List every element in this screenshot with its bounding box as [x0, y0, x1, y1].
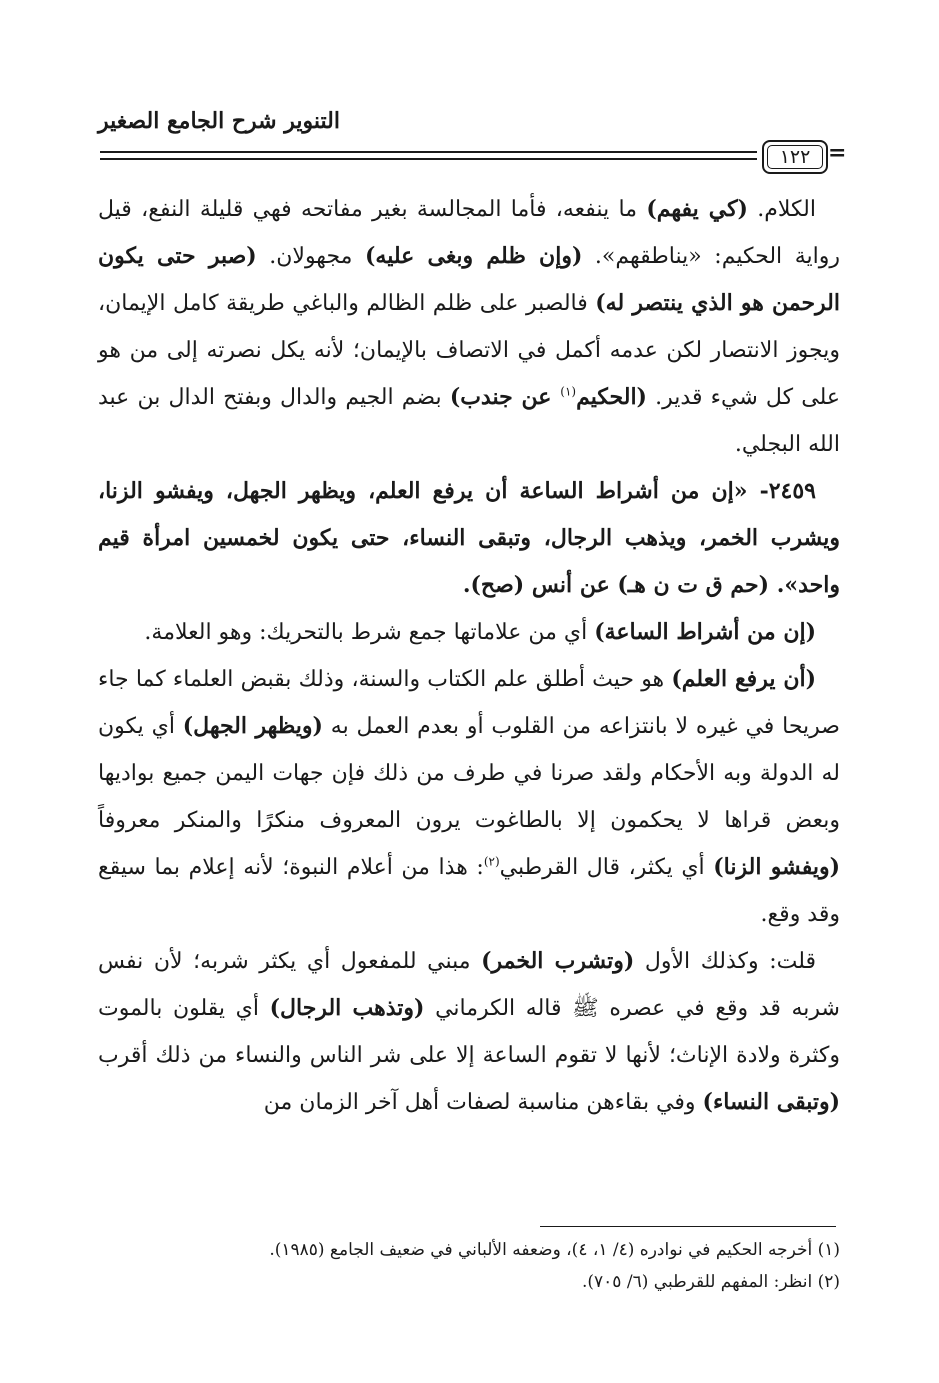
- bold-phrase: (الحكيم: [576, 384, 647, 410]
- text-run: قلت: وكذلك الأول: [634, 949, 817, 974]
- bold-phrase: (وإن ظلم وبغى عليه): [365, 243, 583, 269]
- text-run: : هذا من أعلام النبوة؛ لأنه إعلام بما سيقع وقد وقع.: [98, 855, 840, 927]
- bold-phrase: (صبر حتى يكون الرحمن هو الذي ينتصر له): [98, 243, 840, 316]
- main-text: [98, 186, 840, 1126]
- footnote-ref[interactable]: (٢): [483, 854, 500, 869]
- bold-phrase: ٢٤٥٩- «إن من أشراط الساعة أن يرفع العلم، ويظهر الجهل، ويفشو الزنا، ويشرب الخمر، ويذهب الرجال، وتبقى النساء، حتى يكون لخمسين امرأة قيم واحد». (حم ق ت ن هـ) عن أنس (صح).: [98, 478, 840, 598]
- hadith-text: [98, 468, 840, 609]
- paragraph: [98, 186, 840, 468]
- text-run: مبني للمفعول أي يكثر شربه؛ لأن نفس شربه قد وقع في عصره ﷺ قاله الكرماني: [98, 949, 840, 1021]
- bold-phrase: (كي يفهم): [646, 196, 748, 222]
- text-run: أي يقلون بالموت وكثرة ولادة الإناث؛ لأنها لا تقوم الساعة إلا على شر الناس والنساء من ذلك أقرب: [98, 996, 840, 1068]
- bold-phrase: عن جندب): [449, 384, 561, 410]
- text-run: فالصبر على ظلم الظالم والباغي طريقة كامل الإيمان، ويجوز الانتصار لكن عدمه أكمل في الاتصاف بالإيمان؛ لأنه يكل نصرته إلى من هو على كل شيء قدير.: [98, 291, 840, 410]
- text-run: وفي بقاءهن مناسبة لصفات أهل آخر الزمان من: [263, 1090, 703, 1115]
- bold-phrase: (وتذهب الرجال): [269, 995, 425, 1021]
- bold-phrase: (إن من أشراط الساعة): [594, 619, 816, 645]
- text-run: الكلام.: [747, 197, 816, 222]
- header-rule: [100, 158, 757, 160]
- footnote: (١) أخرجه الحكيم في نوادره (٤/ ١، ٤)، وضعفه الألباني في ضعيف الجامع (١٩٨٥).: [269, 1240, 840, 1260]
- paragraph: [98, 609, 840, 656]
- text-run: هو حيث أطلق علم الكتاب والسنة، وذلك بقبض العلماء كما جاء صريحا في غيره لا بانتزاعه من القلوب أو بعدم العمل به: [98, 667, 840, 739]
- header-edge-mark: =: [828, 140, 847, 166]
- text-run: أي يكثر، قال القرطبي: [499, 855, 714, 880]
- footnotes: [98, 1234, 840, 1298]
- paragraph: [98, 656, 840, 938]
- bold-phrase: (ويفشو الزنا): [713, 854, 840, 880]
- page-number: ١٢٢: [762, 140, 828, 174]
- footnote-ref[interactable]: (١): [560, 384, 577, 399]
- bold-phrase: (ويظهر الجهل): [182, 713, 323, 739]
- text-run: أي يكون له الدولة وبه الأحكام ولقد صرنا في طرف من ذلك فإن جهات اليمن جميع بواديها وبعض قراها لا يحكمون إلا بالطاغوت يرون المعروف منكرًا والمنكر معروفاً: [98, 714, 840, 833]
- text-run: أي من علاماتها جمع شرط بالتحريك: وهو العلامة.: [144, 620, 595, 645]
- footnote-separator: [540, 1226, 836, 1227]
- running-header-title: التنوير شرح الجامع الصغير: [98, 108, 340, 134]
- text-run: بضم الجيم والدال وبفتح الدال بن عبد الله البجلي.: [98, 385, 840, 457]
- header-rule: [100, 151, 757, 153]
- bold-phrase: (وتشرب الخمر): [481, 948, 635, 974]
- text-run: ما ينفعه، فأما المجالسة بغير مفاتحه فهي قليلة النفع، قيل رواية الحكيم: «يناطقهم».: [98, 197, 840, 269]
- footnote: (٢) انظر: المفهم للقرطبي (٦/ ٧٠٥).: [582, 1272, 840, 1292]
- paragraph: [98, 938, 840, 1126]
- bold-phrase: (أن يرفع العلم): [671, 666, 816, 692]
- text-run: مجهولان.: [256, 244, 365, 269]
- bold-phrase: (وتبقى النساء): [702, 1089, 840, 1115]
